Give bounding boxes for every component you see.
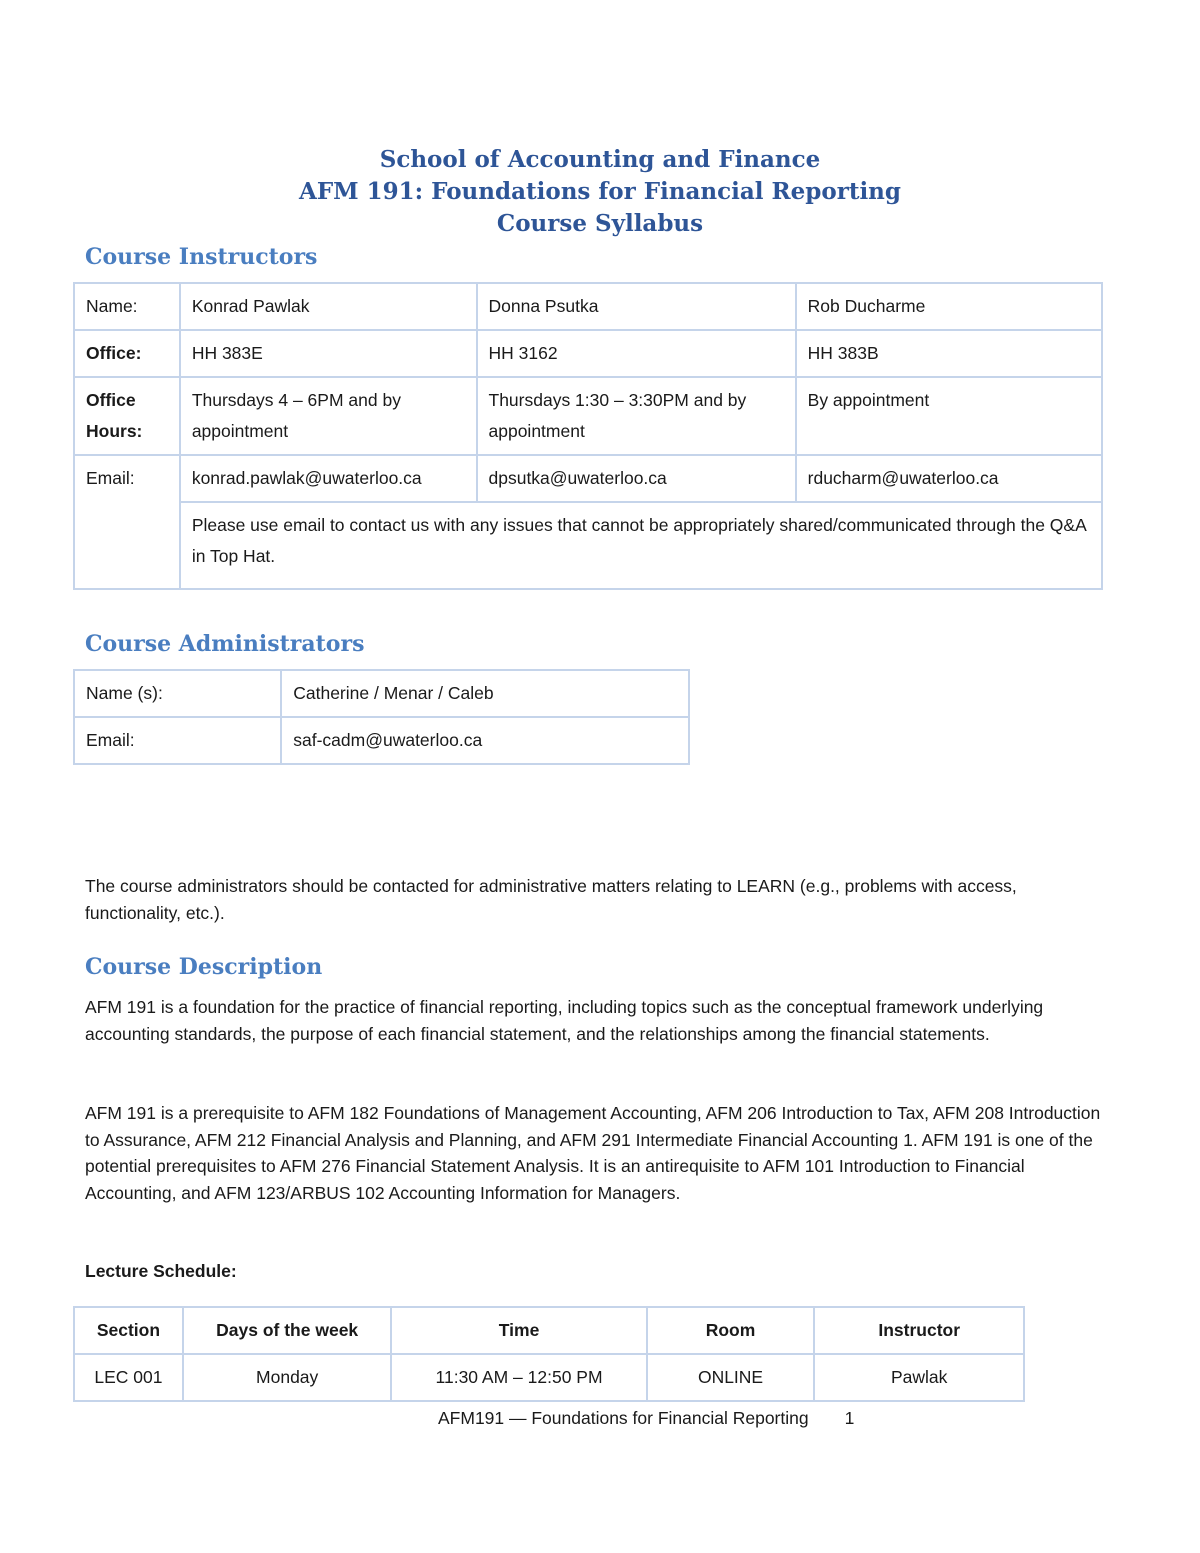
instructor-email: konrad.pawlak@uwaterloo.ca xyxy=(180,455,477,502)
column-header: Days of the week xyxy=(183,1307,392,1354)
column-header: Time xyxy=(391,1307,646,1354)
table-cell: Pawlak xyxy=(814,1354,1024,1401)
instructor-name: Donna Psutka xyxy=(477,283,796,330)
admin-names: Catherine / Menar / Caleb xyxy=(281,670,689,717)
table-cell: ONLINE xyxy=(647,1354,815,1401)
instructor-email: dpsutka@uwaterloo.ca xyxy=(477,455,796,502)
description-paragraph-1: AFM 191 is a foundation for the practice of financial reporting, including topics such as the conceptual framework underlying accounting standards, the purpose of each financial statement, and the relationships among the financial statements. xyxy=(85,997,1044,1044)
column-header: Room xyxy=(647,1307,815,1354)
column-header: Section xyxy=(74,1307,183,1354)
table-row xyxy=(74,717,689,764)
table-row xyxy=(74,377,1102,455)
syllabus-title: Course Syllabus xyxy=(496,210,704,237)
email-label: Email: xyxy=(74,455,180,589)
table-header-row xyxy=(74,1307,1024,1354)
table-cell: 11:30 AM – 12:50 PM xyxy=(391,1354,646,1401)
lecture-schedule-table xyxy=(73,1306,1025,1402)
contact-note: Please use email to contact us with any issues that cannot be appropriately shared/communicated through the Q&A in Top Hat. xyxy=(180,502,1102,589)
footer-text: AFM191 — Foundations for Financial Reporting xyxy=(438,1408,809,1428)
instructor-email: rducharm@uwaterloo.ca xyxy=(796,455,1102,502)
table-cell: Monday xyxy=(183,1354,392,1401)
table-row xyxy=(74,455,1102,502)
instructor-office: HH 383B xyxy=(796,330,1102,377)
table-row xyxy=(74,502,1102,589)
instructor-hours: Thursdays 1:30 – 3:30PM and by appointment xyxy=(477,377,796,455)
table-row xyxy=(74,283,1102,330)
instructor-office: HH 383E xyxy=(180,330,477,377)
page-footer xyxy=(438,1405,854,1431)
name-label: Name: xyxy=(74,283,180,330)
table-row xyxy=(74,330,1102,377)
table-row xyxy=(74,670,689,717)
administrators-table xyxy=(73,669,690,765)
school-title: School of Accounting and Finance xyxy=(379,146,821,173)
description-paragraph-2: AFM 191 is a prerequisite to AFM 182 Foundations of Management Accounting, AFM 206 Introduction to Tax, AFM 208 Introduction to Assurance, AFM 212 Financial Analysis and Planning, and AFM 291 Intermediate Financial Accounting 1. AFM 191 is one of the potential prerequisites to AFM 276 Financial Statement Analysis. It is an antirequisite to AFM 101 Introduction to Financial Accounting, and AFM 123/ARBUS 102 Accounting Information for Managers. xyxy=(85,1103,1101,1203)
instructor-name: Konrad Pawlak xyxy=(180,283,477,330)
office-hours-label: Office Hours: xyxy=(74,377,180,455)
admin-email-label: Email: xyxy=(74,717,281,764)
instructor-hours: Thursdays 4 – 6PM and by appointment xyxy=(180,377,477,455)
column-header: Instructor xyxy=(814,1307,1024,1354)
table-row xyxy=(74,1354,1024,1401)
office-label: Office: xyxy=(74,330,180,377)
instructor-hours: By appointment xyxy=(796,377,1102,455)
document-title xyxy=(0,144,1200,240)
admin-email: saf-cadm@uwaterloo.ca xyxy=(281,717,689,764)
admin-name-label: Name (s): xyxy=(74,670,281,717)
instructors-heading: Course Instructors xyxy=(85,244,318,270)
table-cell: LEC 001 xyxy=(74,1354,183,1401)
lecture-schedule-label: Lecture Schedule: xyxy=(85,1261,237,1281)
instructor-office: HH 3162 xyxy=(477,330,796,377)
course-title: AFM 191: Foundations for Financial Reporting xyxy=(299,178,901,205)
administrators-note: The course administrators should be contacted for administrative matters relating to LEARN (e.g., problems with access, functionality, etc.). xyxy=(85,876,1017,923)
instructor-name: Rob Ducharme xyxy=(796,283,1102,330)
page-number: 1 xyxy=(844,1408,855,1428)
instructors-table xyxy=(73,282,1103,590)
administrators-heading: Course Administrators xyxy=(85,631,365,657)
description-heading: Course Description xyxy=(85,954,323,980)
